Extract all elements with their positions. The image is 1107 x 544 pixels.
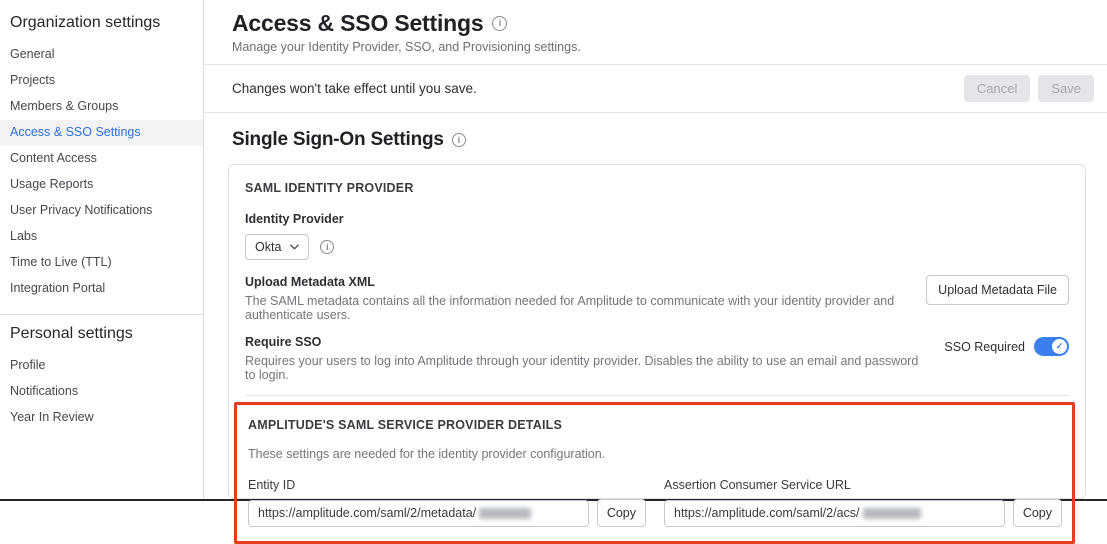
entity-id-label: Entity ID [248, 478, 296, 492]
sidebar-item-user-privacy-notifications[interactable]: User Privacy Notifications [10, 203, 153, 217]
acs-url-field [664, 478, 1062, 527]
card-divider [245, 395, 1069, 396]
acs-url-input-row [664, 499, 1062, 527]
acs-url-copy-button[interactable]: Copy [1013, 499, 1062, 527]
sidebar-item-profile[interactable]: Profile [10, 358, 46, 372]
identity-provider-info-icon[interactable] [320, 240, 334, 254]
require-sso-description: Requires your users to log into Amplitude through your identity provider. Disables the ability to use an email and password to login. [245, 354, 919, 382]
sidebar-item-members-groups[interactable]: Members & Groups [10, 99, 119, 113]
require-sso-text [245, 335, 944, 382]
personal-settings-header: Personal settings [10, 325, 133, 342]
page-header [204, 0, 1107, 65]
sso-settings-section [204, 113, 1107, 520]
entity-id-field [248, 478, 646, 527]
sidebar-item-notifications[interactable]: Notifications [10, 384, 79, 398]
entity-id-copy-button[interactable]: Copy [597, 499, 646, 527]
sidebar-divider [0, 314, 203, 315]
require-sso-row [245, 335, 1069, 382]
sidebar-item-projects[interactable]: Projects [10, 73, 56, 87]
acs-url-value: https://amplitude.com/saml/2/acs/ [674, 506, 860, 520]
save-button[interactable]: Save [1038, 75, 1094, 102]
saml-service-provider-details-box [234, 402, 1075, 544]
org-settings-header: Organization settings [10, 14, 161, 31]
save-bar-message: Changes won't take effect until you save. [232, 81, 477, 97]
entity-id-redacted-blur [479, 508, 531, 519]
page-title-text: Access & SSO Settings [232, 10, 484, 36]
upload-metadata-file-button[interactable]: Upload Metadata File [926, 275, 1069, 305]
acs-url-redacted-blur [863, 508, 921, 519]
upload-metadata-description: The SAML metadata contains all the information needed for Amplitude to communicate with your identity provider and authenticate users. [245, 294, 895, 322]
acs-url-label: Assertion Consumer Service URL [664, 478, 851, 492]
upload-metadata-text [245, 275, 926, 322]
identity-provider-select[interactable] [245, 234, 309, 260]
upload-metadata-label: Upload Metadata XML [245, 275, 375, 289]
sidebar-item-labs[interactable]: Labs [10, 229, 38, 243]
sso-required-toggle-group [944, 337, 1069, 356]
upload-metadata-row [245, 275, 1069, 322]
identity-provider-row [245, 234, 1069, 260]
identity-provider-value: Okta [255, 240, 282, 254]
sso-required-toggle[interactable] [1034, 337, 1069, 356]
sidebar-item-access-sso-settings[interactable]: Access & SSO Settings [0, 120, 203, 146]
sidebar-item-integration-portal[interactable]: Integration Portal [10, 281, 106, 295]
provider-details-description: These settings are needed for the identity provider configuration. [248, 447, 606, 461]
saml-card-header: SAML IDENTITY PROVIDER [245, 181, 414, 195]
page-subtitle: Manage your Identity Provider, SSO, and Provisioning settings. [232, 40, 581, 54]
page-title [232, 10, 1107, 37]
provider-details-fields [248, 478, 1062, 527]
sidebar-item-year-in-review[interactable]: Year In Review [10, 410, 94, 424]
saml-identity-provider-card [228, 164, 1086, 520]
save-bar-actions [964, 75, 1094, 102]
sso-section-info-icon[interactable] [452, 133, 466, 147]
entity-id-value: https://amplitude.com/saml/2/metadata/ [258, 506, 477, 520]
main-content [204, 0, 1107, 520]
settings-sidebar [0, 0, 204, 499]
sidebar-item-usage-reports[interactable]: Usage Reports [10, 177, 94, 191]
acs-url-input[interactable] [664, 500, 1005, 527]
sidebar-item-content-access[interactable]: Content Access [10, 151, 97, 165]
sso-required-toggle-label: SSO Required [944, 339, 1025, 354]
save-bar [204, 65, 1107, 113]
cancel-button[interactable]: Cancel [964, 75, 1030, 102]
entity-id-input-row [248, 499, 646, 527]
provider-details-header: AMPLITUDE'S SAML SERVICE PROVIDER DETAILS [248, 418, 562, 432]
sidebar-item-general[interactable]: General [10, 47, 55, 61]
require-sso-label: Require SSO [245, 335, 322, 349]
sso-section-title [232, 129, 1086, 151]
entity-id-input[interactable] [248, 500, 589, 527]
identity-provider-label: Identity Provider [245, 212, 344, 226]
sidebar-item-time-to-live[interactable]: Time to Live (TTL) [10, 255, 112, 269]
toggle-check-icon [1052, 339, 1067, 354]
page-title-info-icon[interactable] [492, 16, 507, 31]
chevron-down-icon [290, 244, 299, 250]
sso-section-title-text: Single Sign-On Settings [232, 129, 444, 150]
